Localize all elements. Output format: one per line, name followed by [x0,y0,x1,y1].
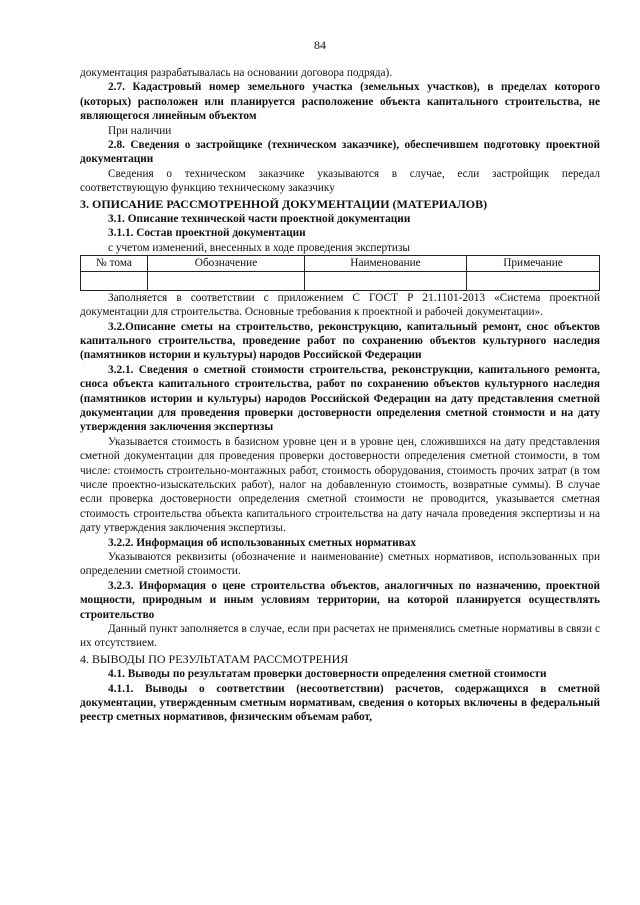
paragraph: При наличии [108,124,172,137]
section-heading: 3.1.1. Состав проектной документации [108,227,306,240]
paragraph: с учетом изменений, внесенных в ходе проведения экспертизы [108,241,411,254]
col-designation: Обозначение [148,256,305,271]
text-section-top [80,66,600,255]
section-heading: 4.1. Выводы по результатам проверки достоверности определения сметной стоимости [108,668,547,681]
table-cell [148,271,305,290]
text-section-bottom [80,291,600,725]
section-heading: 2.8. Сведения о застройщике (техническом заказчике), обеспечившем подготовку проектной документации [80,139,600,166]
page-number: 84 [314,38,326,52]
section-heading: 3.2.3. Информация о цене строительства объектов, аналогичных по назначению, проектной мощности, природным и иным условиям территории, на которой планируется осуществлять строительство [80,579,600,621]
table-cell [467,271,600,290]
paragraph: Заполняется в соответствии с приложением С ГОСТ Р 21.1101-2013 «Система проектной документации для строительства. Основные требования к проектной и рабочей документации». [80,291,600,319]
section-heading: 3. ОПИСАНИЕ РАССМОТРЕННОЙ ДОКУМЕНТАЦИИ (МАТЕРИАЛОВ) [80,196,488,211]
section-heading: 4. ВЫВОДЫ ПО РЕЗУЛЬТАТАМ РАССМОТРЕНИЯ [80,651,349,666]
col-name: Наименование [305,256,467,271]
paragraph: Сведения о техническом заказчике указываются в случае, если застройщик передал соответствующую функцию техническому заказчику [80,167,600,195]
section-heading: 3.1. Описание технической части проектной документации [108,213,411,226]
paragraph: Данный пункт заполняется в случае, если при расчетах не применялись сметные нормативы в связи с их отсутствием. [80,623,600,650]
section-heading: 2.7. Кадастровый номер земельного участка (земельных участков), в пределах которого (которых) расположен или планируется расположение объекта капитального строительства, не являющегося линейным объектом [80,81,600,123]
paragraph: документация разрабатывалась на основании договора подряда). [80,67,393,79]
table-row [81,271,600,290]
section-heading: 3.2.Описание сметы на строительство, реконструкцию, капитальный ремонт, снос объектов капитального строительства, проведение работ по сохранению объектов культурного наследия (памятников истории и культуры) народов Российской Федерации [80,320,600,362]
col-volume-number: № тома [81,256,148,271]
table-cell [81,271,148,290]
section-heading: 3.2.2. Информация об использованных сметных нормативах [108,536,416,549]
table-header-row [81,256,600,271]
col-note: Примечание [467,256,600,271]
project-docs-table [80,255,600,290]
paragraph: Указывается стоимость в базисном уровне цен и в уровне цен, сложившихся на дату представления сметной документации для проведения проверки достоверности определения сметной стоимости, в том числе: стоимость строительно-монтажных работ, стоимость оборудования, стоимость прочих затрат (в том числе проектно-изыскательских работ), налог на добавленную стоимость, возвратные суммы). В случае если проверка достоверности определения сметной стоимости не проводится, указывается сметная стоимость строительства объекта капитального строительства на дату начала проведения экспертизы и на дату утверждения заключения экспертизы. [80,435,600,535]
page-content [80,66,600,725]
section-heading: 3.2.1. Сведения о сметной стоимости строительства, реконструкции, капитального ремонта, сноса объекта капитального строительства, работ по сохранению объектов культурного наследия (памятников истории и культуры) народов Российской Федерации на дату представления сметной документации для проведения проверки достоверности определения сметной стоимости и на дату утверждения заключения экспертизы [80,363,600,434]
paragraph: Указываются реквизиты (обозначение и наименование) сметных нормативов, использованных при определении сметной стоимости. [80,551,600,578]
section-heading: 4.1.1. Выводы о соответствии (несоответствии) расчетов, содержащихся в сметной документации, утвержденным сметным нормативам, сведения о которых включены в федеральный реестр сметных нормативов, физическим объемам работ, [80,682,600,724]
table-cell [305,271,467,290]
